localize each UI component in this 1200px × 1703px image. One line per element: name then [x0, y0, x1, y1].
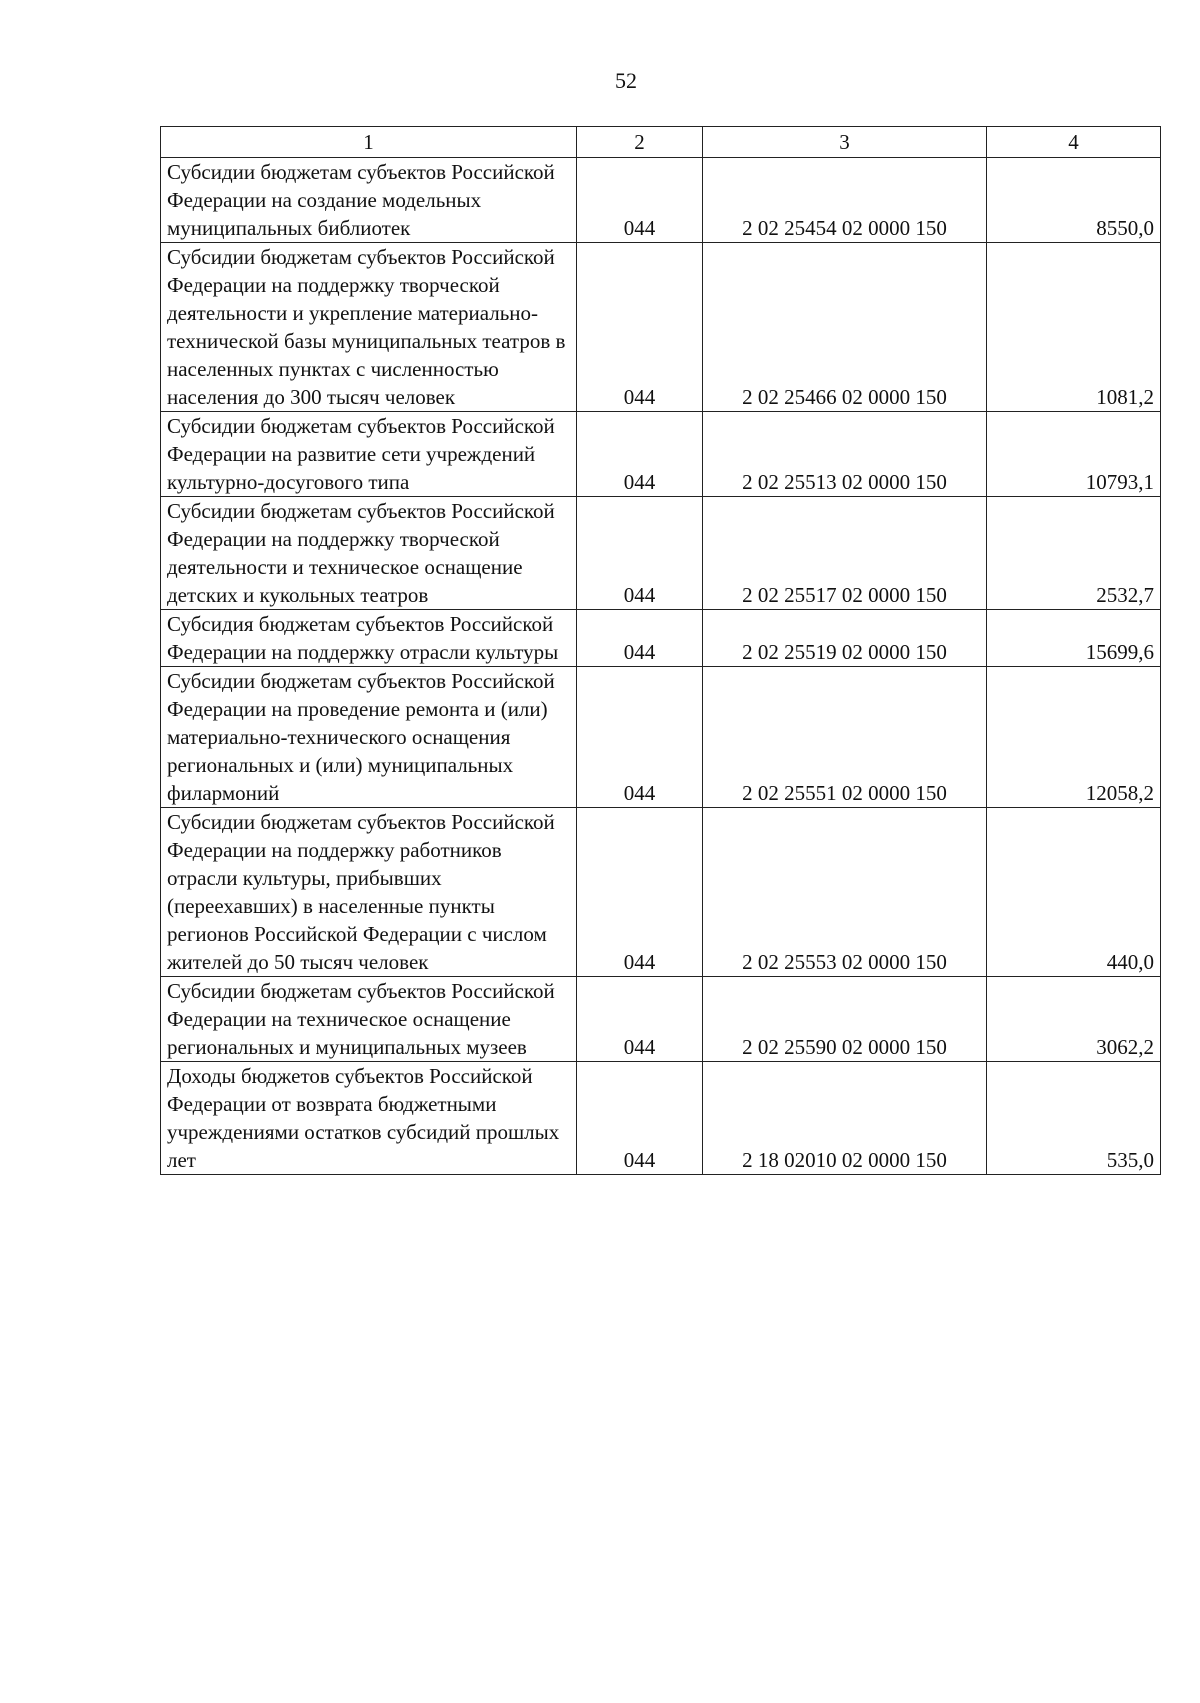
table-row: [161, 158, 1161, 243]
row-admin-code: 044: [577, 977, 703, 1062]
row-admin-code: 044: [577, 667, 703, 808]
row-budget-classification-code: 2 02 25513 02 0000 150: [703, 412, 987, 497]
column-header-2: 2: [577, 127, 703, 158]
row-amount: 8550,0: [987, 158, 1161, 243]
row-amount: 2532,7: [987, 497, 1161, 610]
row-amount: 1081,2: [987, 243, 1161, 412]
row-amount: 440,0: [987, 808, 1161, 977]
row-description: Субсидии бюджетам субъектов Российской Федерации на поддержку творческой деятельности и техническое оснащение детских и кукольных театров: [161, 497, 577, 610]
row-admin-code: 044: [577, 610, 703, 667]
column-header-3: 3: [703, 127, 987, 158]
row-description: Субсидии бюджетам субъектов Российской Федерации на техническое оснащение региональных и муниципальных музеев: [161, 977, 577, 1062]
table-row: [161, 243, 1161, 412]
row-description: Субсидии бюджетам субъектов Российской Федерации на развитие сети учреждений культурно-досугового типа: [161, 412, 577, 497]
row-budget-classification-code: 2 02 25553 02 0000 150: [703, 808, 987, 977]
row-admin-code: 044: [577, 412, 703, 497]
table-body: [161, 158, 1161, 1175]
row-admin-code: 044: [577, 808, 703, 977]
table-row: [161, 808, 1161, 977]
table-row: [161, 497, 1161, 610]
row-admin-code: 044: [577, 497, 703, 610]
table-row: [161, 977, 1161, 1062]
row-amount: 12058,2: [987, 667, 1161, 808]
row-description: Субсидии бюджетам субъектов Российской Федерации на поддержку творческой деятельности и укрепление материально-технической базы муниципальных театров в населенных пунктах с численностью населения до 300 тысяч человек: [161, 243, 577, 412]
column-header-1: 1: [161, 127, 577, 158]
table-header: [161, 127, 1161, 158]
page-number: 52: [615, 68, 637, 93]
table-row: [161, 1062, 1161, 1175]
header-row: [161, 127, 1161, 158]
row-admin-code: 044: [577, 1062, 703, 1175]
row-amount: 3062,2: [987, 977, 1161, 1062]
row-budget-classification-code: 2 18 02010 02 0000 150: [703, 1062, 987, 1175]
row-amount: 10793,1: [987, 412, 1161, 497]
table-row: [161, 412, 1161, 497]
row-admin-code: 044: [577, 158, 703, 243]
row-description: Субсидии бюджетам субъектов Российской Федерации на проведение ремонта и (или) материально-технического оснащения региональных и (или) муниципальных филармоний: [161, 667, 577, 808]
budget-revenue-table: [160, 126, 1161, 1175]
row-budget-classification-code: 2 02 25551 02 0000 150: [703, 667, 987, 808]
row-description: Субсидии бюджетам субъектов Российской Федерации на поддержку работников отрасли культуры, прибывших (переехавших) в населенные пункты регионов Российской Федерации с числом жителей до 50 тысяч человек: [161, 808, 577, 977]
row-budget-classification-code: 2 02 25466 02 0000 150: [703, 243, 987, 412]
row-admin-code: 044: [577, 243, 703, 412]
row-budget-classification-code: 2 02 25519 02 0000 150: [703, 610, 987, 667]
row-description: Субсидии бюджетам субъектов Российской Федерации на создание модельных муниципальных библиотек: [161, 158, 577, 243]
column-header-4: 4: [987, 127, 1161, 158]
row-description: Доходы бюджетов субъектов Российской Федерации от возврата бюджетными учреждениями остатков субсидий прошлых лет: [161, 1062, 577, 1175]
table-row: [161, 610, 1161, 667]
row-amount: 15699,6: [987, 610, 1161, 667]
row-budget-classification-code: 2 02 25517 02 0000 150: [703, 497, 987, 610]
row-budget-classification-code: 2 02 25454 02 0000 150: [703, 158, 987, 243]
row-description: Субсидия бюджетам субъектов Российской Федерации на поддержку отрасли культуры: [161, 610, 577, 667]
row-budget-classification-code: 2 02 25590 02 0000 150: [703, 977, 987, 1062]
table-row: [161, 667, 1161, 808]
row-amount: 535,0: [987, 1062, 1161, 1175]
